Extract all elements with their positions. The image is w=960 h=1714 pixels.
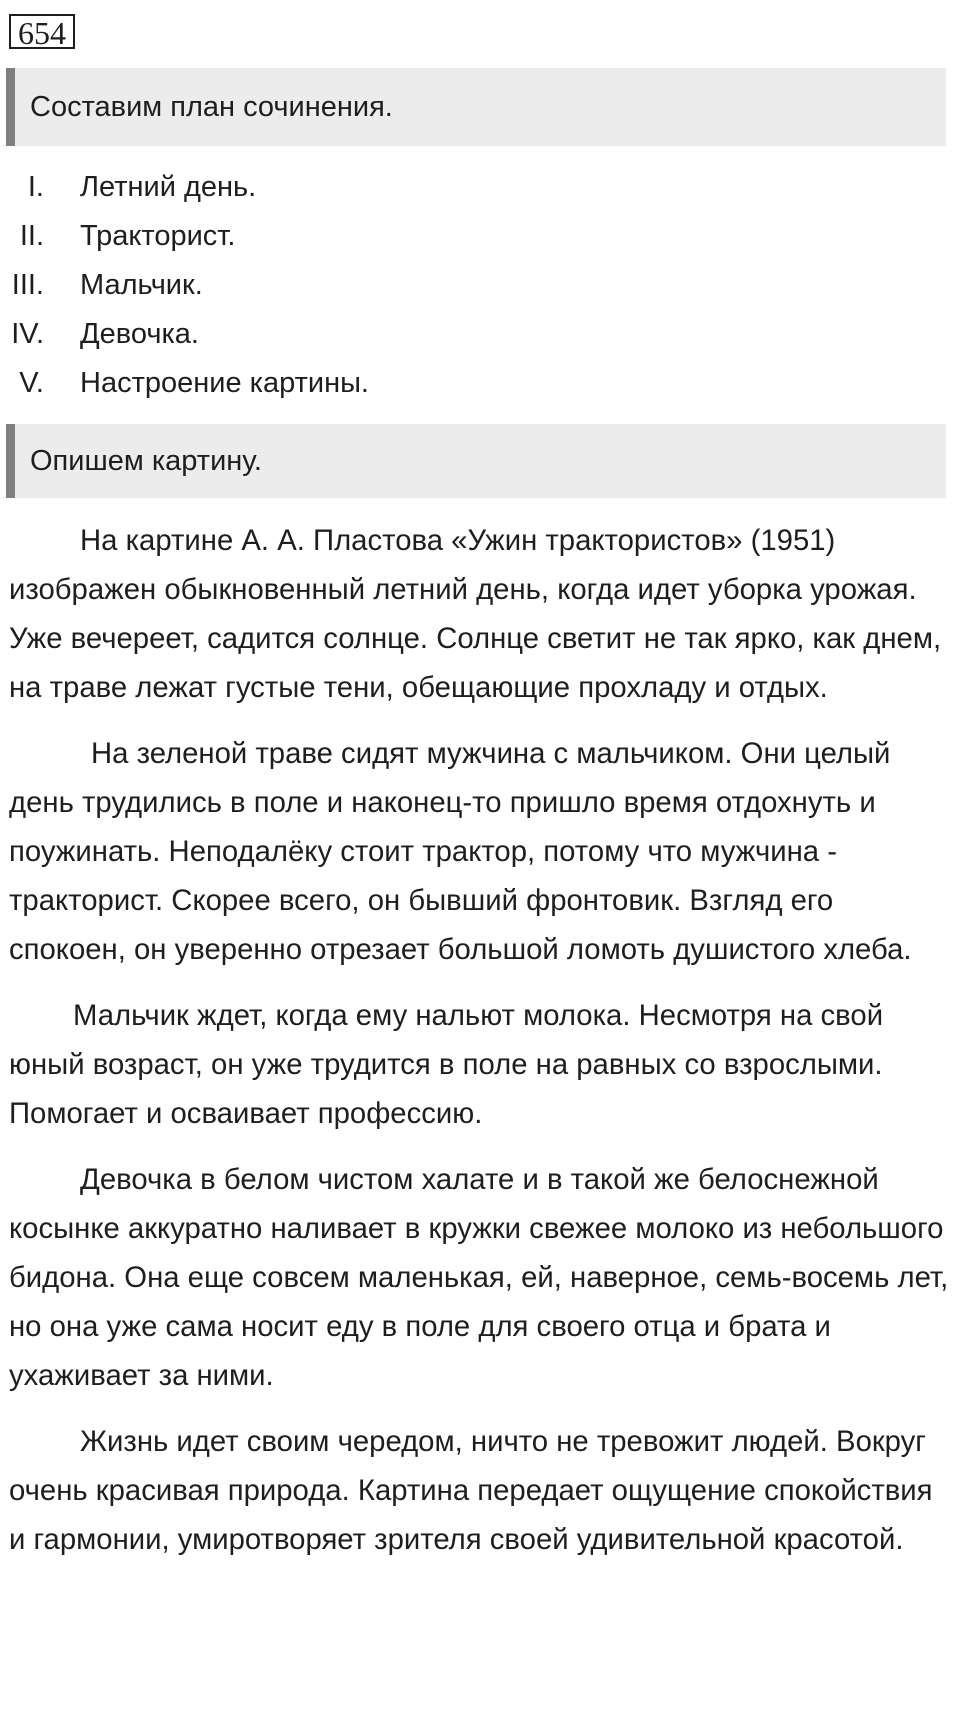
essay-paragraph: Девочка в белом чистом халате и в такой же белоснежной косынке аккуратно наливает в кружки свежее молоко из небольшого бидона. Она еще совсем маленькая, ей, наверное, семь-восемь лет, но она уже сама носит еду в поле для своего отца и брата и ухаживает за ними. [9, 1163, 949, 1392]
essay-paragraph: На картине А. А. Пластова «Ужин трактористов» (1951) изображен обыкновенный летний день, когда идет уборка урожая. Уже вечереет, садится солнце. Солнце светит не так ярко, как днем, на траве лежат густые тени, обещающие прохладу и отдых. [9, 524, 942, 704]
plan-item-number: I. [27, 171, 44, 203]
description-header-text: Опишем картину. [30, 445, 262, 477]
essay-body [9, 516, 949, 1564]
task-number: 654 [9, 14, 75, 49]
plan-item-text: Настроение картины. [80, 367, 369, 399]
essay-paragraph: Мальчик ждет, когда ему нальют молока. Несмотря на свой юный возраст, он уже трудится в поле на равных со взрослыми. Помогает и осваивает профессию. [9, 999, 884, 1130]
plan-item-text: Мальчик. [80, 269, 203, 301]
plan-item-text: Летний день. [80, 171, 257, 203]
plan-item-text: Тракторист. [80, 220, 236, 252]
essay-paragraph: На зеленой траве сидят мужчина с мальчиком. Они целый день трудились в поле и наконец-то пришло время отдохнуть и поужинать. Неподалёку стоит трактор, потому что мужчина - тракторист. Скорее всего, он бывший фронтовик. Взгляд его спокоен, он уверенно отрезает большой ломоть душистого хлеба. [9, 737, 912, 966]
plan-item [0, 261, 940, 310]
essay-paragraph: Жизнь идет своим чередом, ничто не тревожит людей. Вокруг очень красивая природа. Картина передает ощущение спокойствия и гармонии, умиротворяет зрителя своей удивительной красотой. [9, 1425, 933, 1556]
plan-item [0, 310, 940, 359]
plan-item-number: IV. [11, 318, 44, 350]
plan-item-number: II. [19, 220, 44, 252]
plan-item [0, 359, 940, 408]
description-header [6, 424, 946, 498]
plan-item-number: V. [19, 367, 44, 399]
plan-list [0, 163, 940, 408]
plan-header-text: Составим план сочинения. [30, 91, 393, 123]
plan-item-number: III. [11, 269, 44, 301]
plan-item [0, 212, 940, 261]
plan-header [6, 68, 946, 146]
plan-item-text: Девочка. [80, 318, 199, 350]
plan-item [0, 163, 940, 212]
